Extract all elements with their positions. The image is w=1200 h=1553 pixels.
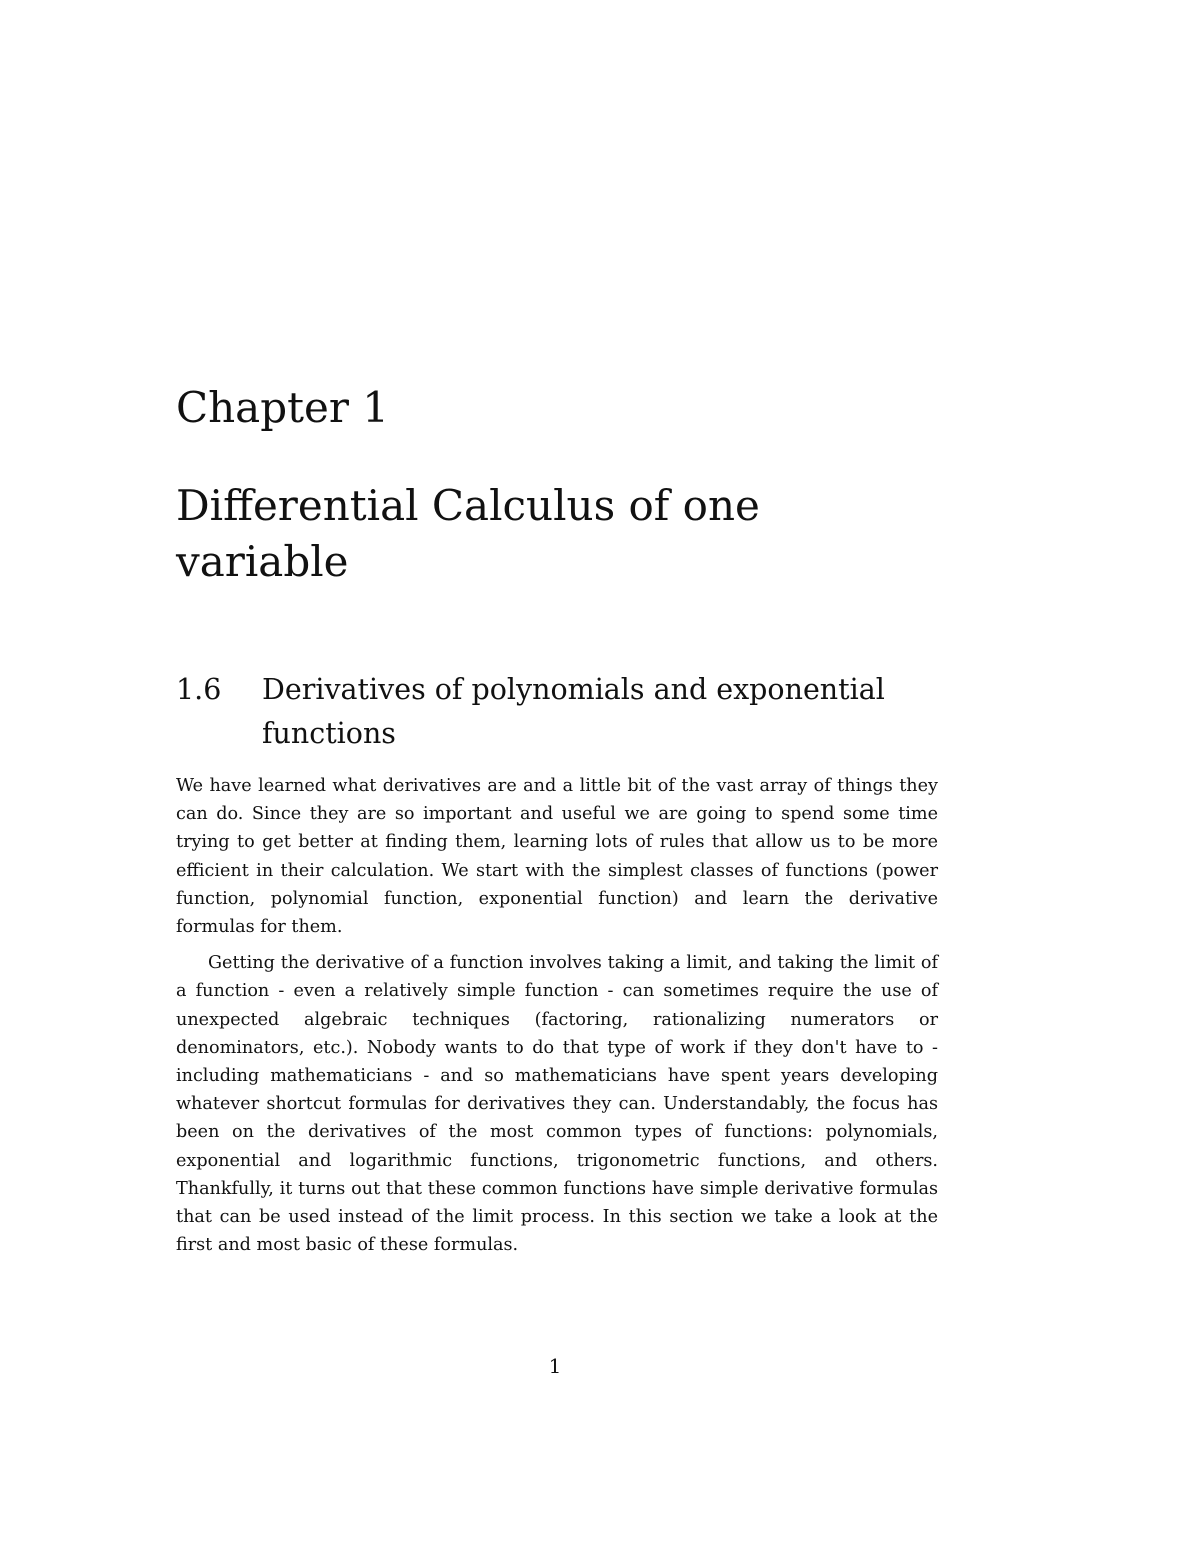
chapter-label: Chapter 1 — [176, 383, 389, 432]
page-number: 1 — [548, 1354, 562, 1378]
chapter-title: Differential Calculus of one variable — [176, 481, 760, 586]
body-text — [176, 772, 938, 1267]
paragraph: We have learned what derivatives are and a little bit of the vast array of things they can do. Since they are so important and useful we are going to spend some time trying to get better at finding them, learning lots of rules that allow us to be more efficient in their calculation. We start with the simplest classes of functions (power function, polynomial function, exponential function) and learn the derivative formulas for them. — [176, 776, 938, 938]
section-title: Derivatives of polynomials and exponential functions — [262, 673, 885, 750]
section-number: 1.6 — [176, 673, 222, 706]
paragraph: Getting the derivative of a function involves taking a limit, and taking the limit of a function - even a relatively simple function - can sometimes require the use of unexpected algebraic techniques (factoring, rationalizing numerators or denominators, etc.). Nobody wants to do that type of work if they don't have to - including mathematicians - and so mathematicians have spent years developing whatever shortcut formulas for derivatives they can. Understandably, the focus has been on the derivatives of the most common types of functions: polynomials, exponential and logarithmic functions, trigonometric functions, and others. Thankfully, it turns out that these common functions have simple derivative formulas that can be used instead of the limit process. In this section we take a look at the first and most basic of these formulas. — [176, 953, 938, 1256]
section-heading — [176, 668, 946, 756]
